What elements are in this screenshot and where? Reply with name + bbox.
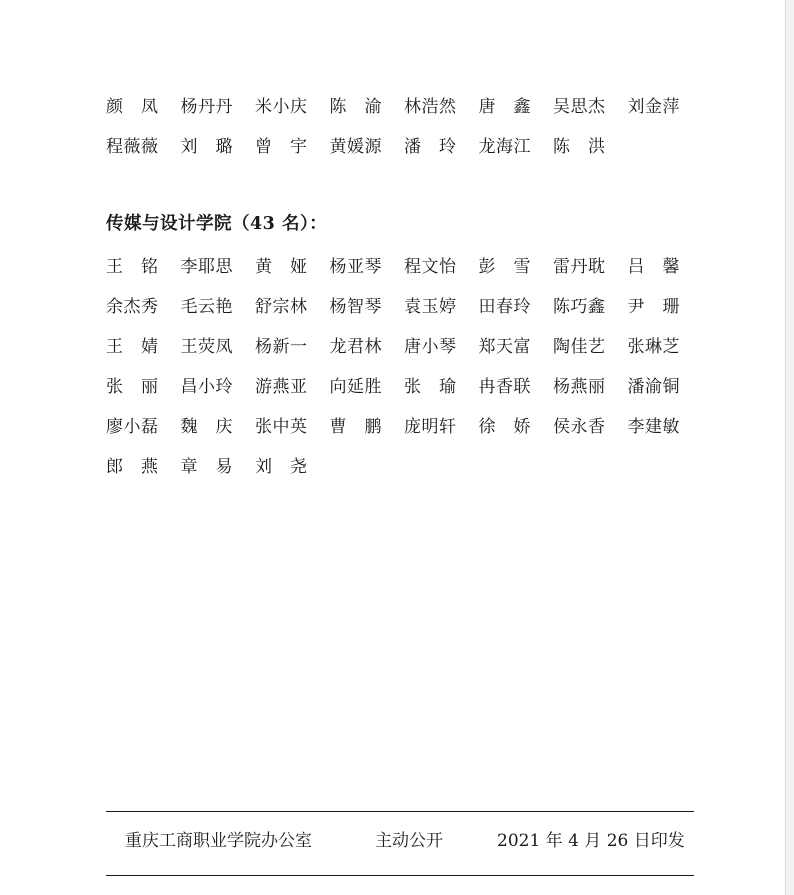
student-name: 张 瑜 <box>404 376 457 397</box>
student-name: 李耶思 <box>180 256 233 277</box>
student-name: 郑天富 <box>478 336 531 357</box>
student-name: 刘 璐 <box>180 136 233 157</box>
name-list-media-design <box>106 244 706 484</box>
student-name: 杨丹丹 <box>180 96 233 117</box>
student-name: 昌小玲 <box>180 376 233 397</box>
name-row <box>106 124 706 164</box>
section-heading-media-design: 传媒与设计学院（43 名）： <box>106 214 328 234</box>
student-name: 林浩然 <box>404 96 457 117</box>
student-name: 游燕亚 <box>255 376 308 397</box>
student-name: 魏 庆 <box>180 416 233 437</box>
student-name: 田春玲 <box>478 296 531 317</box>
student-name: 毛云艳 <box>180 296 233 317</box>
student-name: 庞明轩 <box>404 416 457 437</box>
student-name: 杨新一 <box>255 336 308 357</box>
issuing-office: 重庆工商职业学院办公室 <box>125 831 312 851</box>
name-list-continued <box>106 84 706 164</box>
name-row <box>106 84 706 124</box>
footer-line <box>106 826 694 850</box>
name-row <box>106 284 706 324</box>
student-name: 龙海江 <box>478 136 531 157</box>
student-name: 陶佳艺 <box>553 336 606 357</box>
student-name: 彭 雪 <box>478 256 531 277</box>
name-row <box>106 404 706 444</box>
student-name: 冉香联 <box>478 376 531 397</box>
disclosure-type: 主动公开 <box>375 831 443 851</box>
student-name: 余杰秀 <box>106 296 159 317</box>
student-name: 曾 宇 <box>255 136 308 157</box>
student-name: 廖小磊 <box>106 416 159 437</box>
student-name: 杨亚琴 <box>329 256 382 277</box>
student-name: 王 铭 <box>106 256 159 277</box>
student-name: 曹 鹏 <box>329 416 382 437</box>
student-name: 吕 馨 <box>627 256 680 277</box>
issue-date: 2021 年 4 月 26 日印发 <box>497 831 685 851</box>
student-name: 章 易 <box>180 456 233 477</box>
student-name: 程薇薇 <box>106 136 159 157</box>
student-name: 刘金萍 <box>627 96 680 117</box>
student-name: 陈巧鑫 <box>553 296 606 317</box>
name-row <box>106 244 706 284</box>
student-name: 郎 燕 <box>106 456 159 477</box>
student-name: 潘渝铜 <box>627 376 680 397</box>
student-name: 程文怡 <box>404 256 457 277</box>
student-name: 李建敏 <box>627 416 680 437</box>
student-name: 唐小琴 <box>404 336 457 357</box>
student-name: 黄媛源 <box>329 136 382 157</box>
student-name: 徐 娇 <box>478 416 531 437</box>
student-name: 向延胜 <box>329 376 382 397</box>
student-name: 王 婧 <box>106 336 159 357</box>
student-name: 王荧凤 <box>180 336 233 357</box>
student-name: 尹 珊 <box>627 296 680 317</box>
student-name: 黄 娅 <box>255 256 308 277</box>
student-name: 舒宗林 <box>255 296 308 317</box>
student-name: 颜 凤 <box>106 96 159 117</box>
student-name: 杨燕丽 <box>553 376 606 397</box>
student-name: 张中英 <box>255 416 308 437</box>
page-edge <box>785 0 794 895</box>
student-name: 张琳芝 <box>627 336 680 357</box>
student-name: 潘 玲 <box>404 136 457 157</box>
student-name: 刘 尧 <box>255 456 308 477</box>
footer-top-rule <box>106 811 694 812</box>
student-name: 陈 渝 <box>329 96 382 117</box>
student-name: 张 丽 <box>106 376 159 397</box>
student-name: 雷丹耽 <box>553 256 606 277</box>
student-name: 米小庆 <box>255 96 308 117</box>
name-row <box>106 444 706 484</box>
footer-bottom-rule <box>106 875 694 876</box>
student-name: 陈 洪 <box>553 136 606 157</box>
student-name: 袁玉婷 <box>404 296 457 317</box>
student-name: 龙君林 <box>329 336 382 357</box>
student-name: 杨智琴 <box>329 296 382 317</box>
student-name: 侯永香 <box>553 416 606 437</box>
student-name: 唐 鑫 <box>478 96 531 117</box>
name-row <box>106 364 706 404</box>
name-row <box>106 324 706 364</box>
student-name: 吴思杰 <box>553 96 606 117</box>
